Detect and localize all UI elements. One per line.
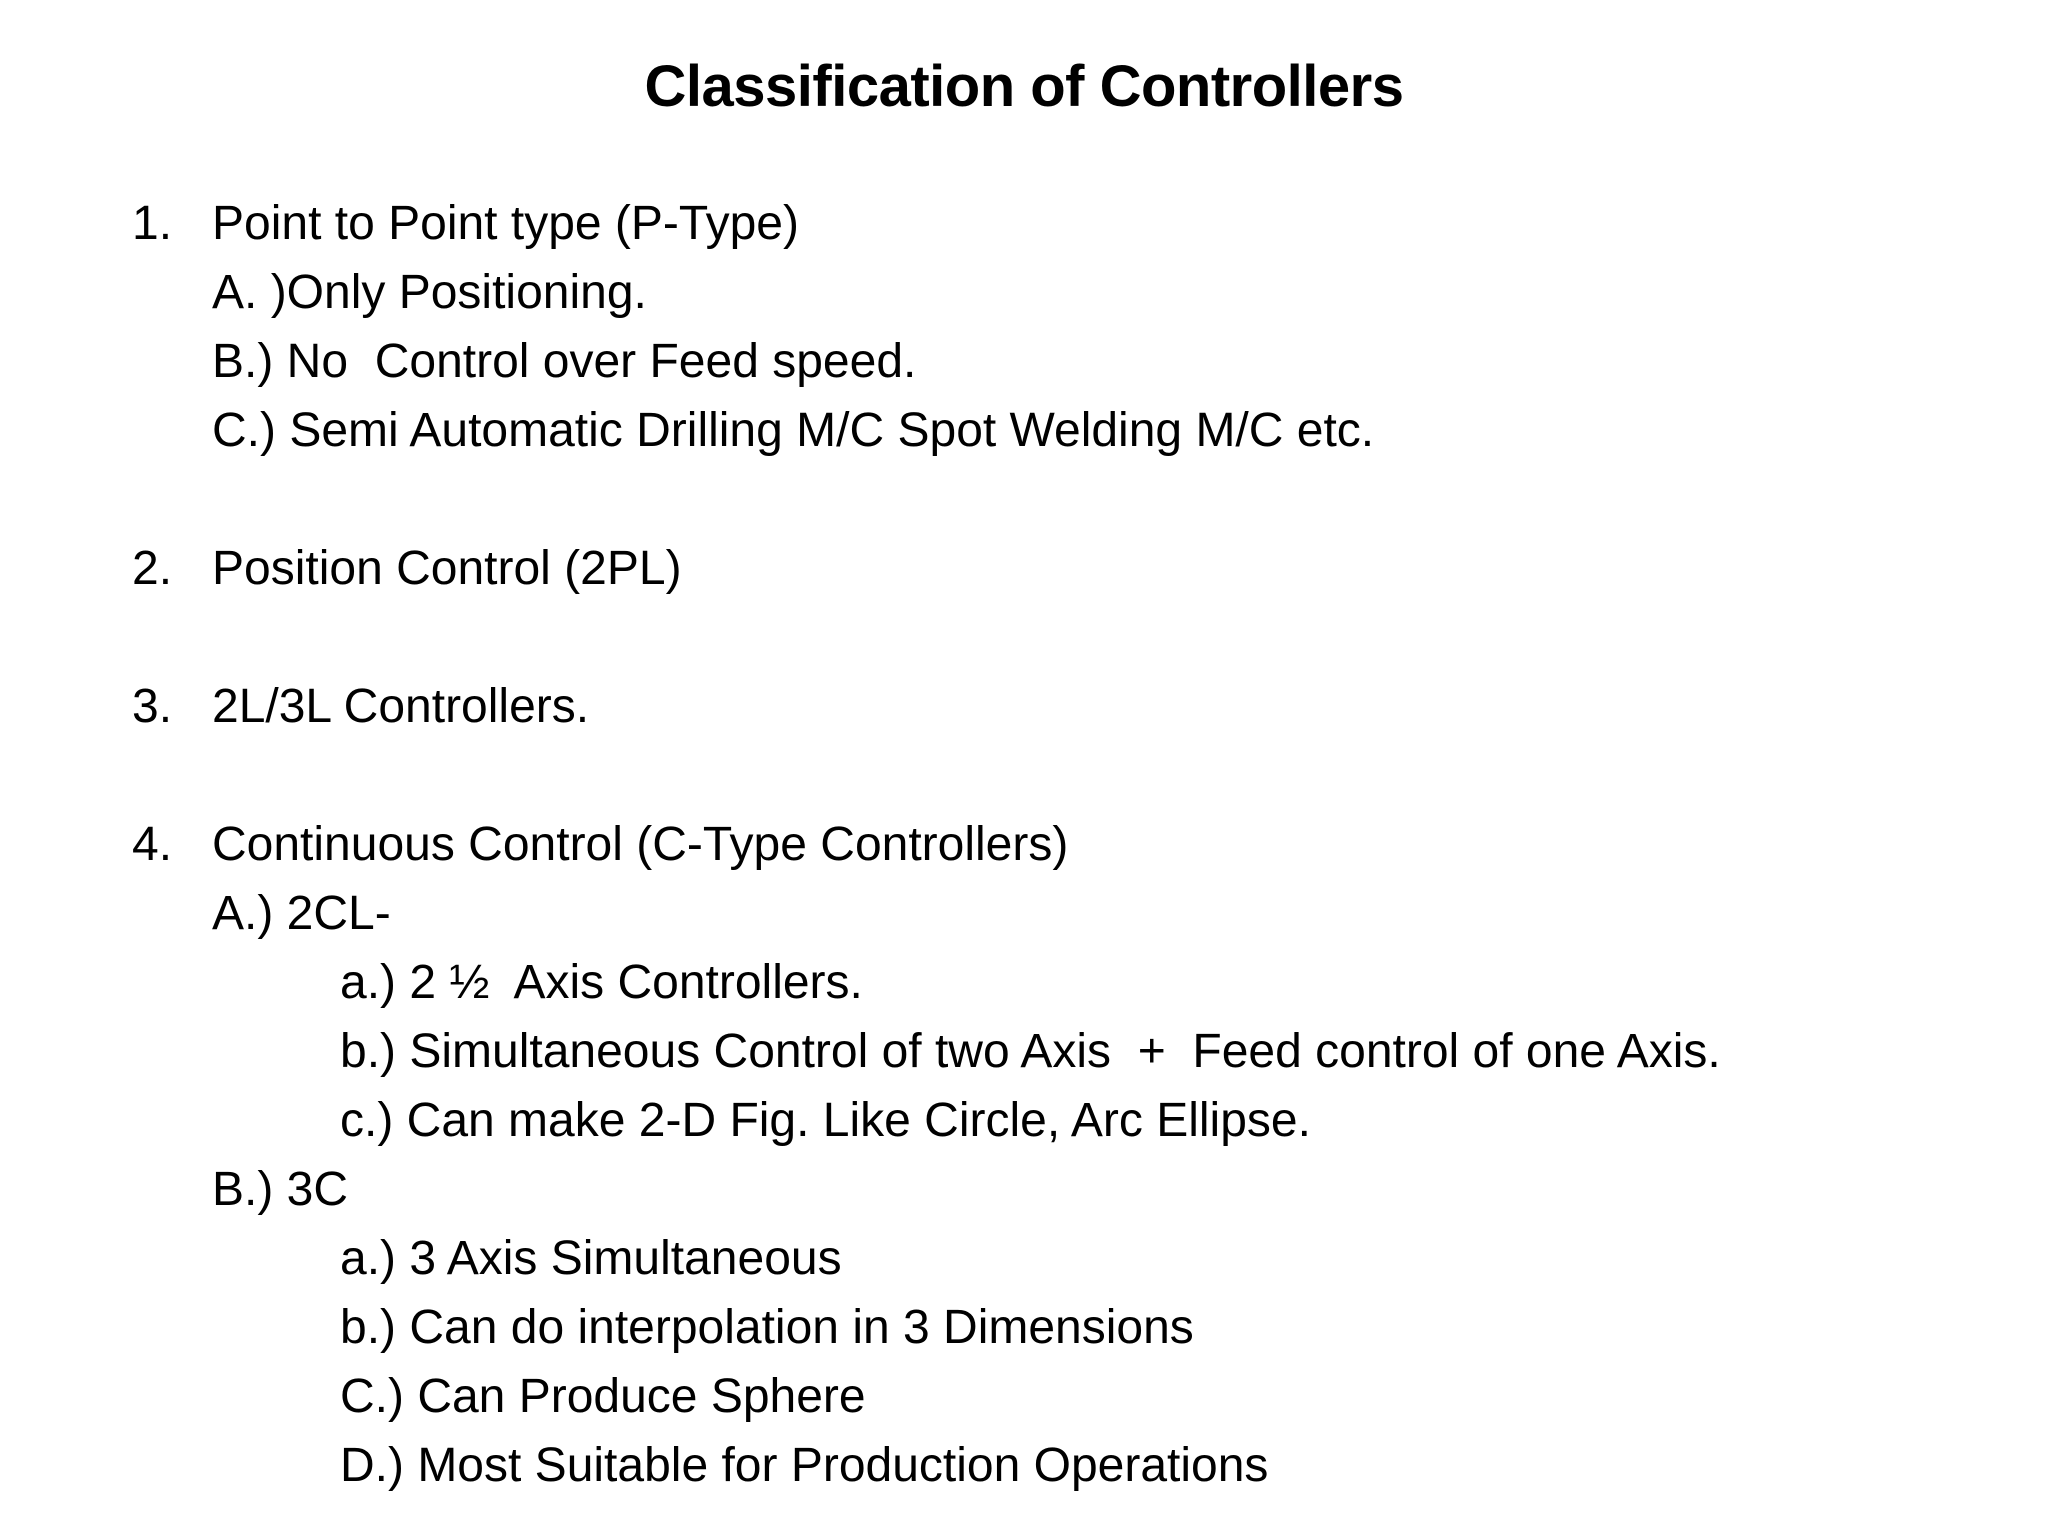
list-number-1: 1. [132,197,173,250]
subitem-4a: A.) 2CL- [212,887,391,940]
list-number-4: 4. [132,818,173,871]
point-4b-2: b.) Can do interpolation in 3 Dimensions [340,1301,1194,1354]
subitem-1b: B.) No Control over Feed speed. [212,335,917,388]
list-number-2: 2. [132,542,173,595]
point-4a-1: a.) 2 ½ Axis Controllers. [340,956,863,1009]
subitem-4b: B.) 3C [212,1163,349,1216]
point-4b-1: a.) 3 Axis Simultaneous [340,1232,842,1285]
point-4b-4: D.) Most Suitable for Production Operations [340,1439,1269,1492]
slide-title: Classification of Controllers [644,54,1404,119]
list-item-1: Point to Point type (P-Type) [212,197,799,250]
list-item-2: Position Control (2PL) [212,542,682,595]
list-number-3: 3. [132,680,173,733]
subitem-1c: C.) Semi Automatic Drilling M/C Spot Welding M/C etc. [212,404,1375,457]
subitem-1a: A. )Only Positioning. [212,266,647,319]
point-4b-3: C.) Can Produce Sphere [340,1370,866,1423]
list-item-4: Continuous Control (C-Type Controllers) [212,818,1069,871]
point-4a-3: c.) Can make 2-D Fig. Like Circle, Arc Ellipse. [340,1094,1311,1147]
list-item-3: 2L/3L Controllers. [212,680,590,733]
point-4a-2: b.) Simultaneous Control of two Axis + Feed control of one Axis. [340,1025,1721,1078]
